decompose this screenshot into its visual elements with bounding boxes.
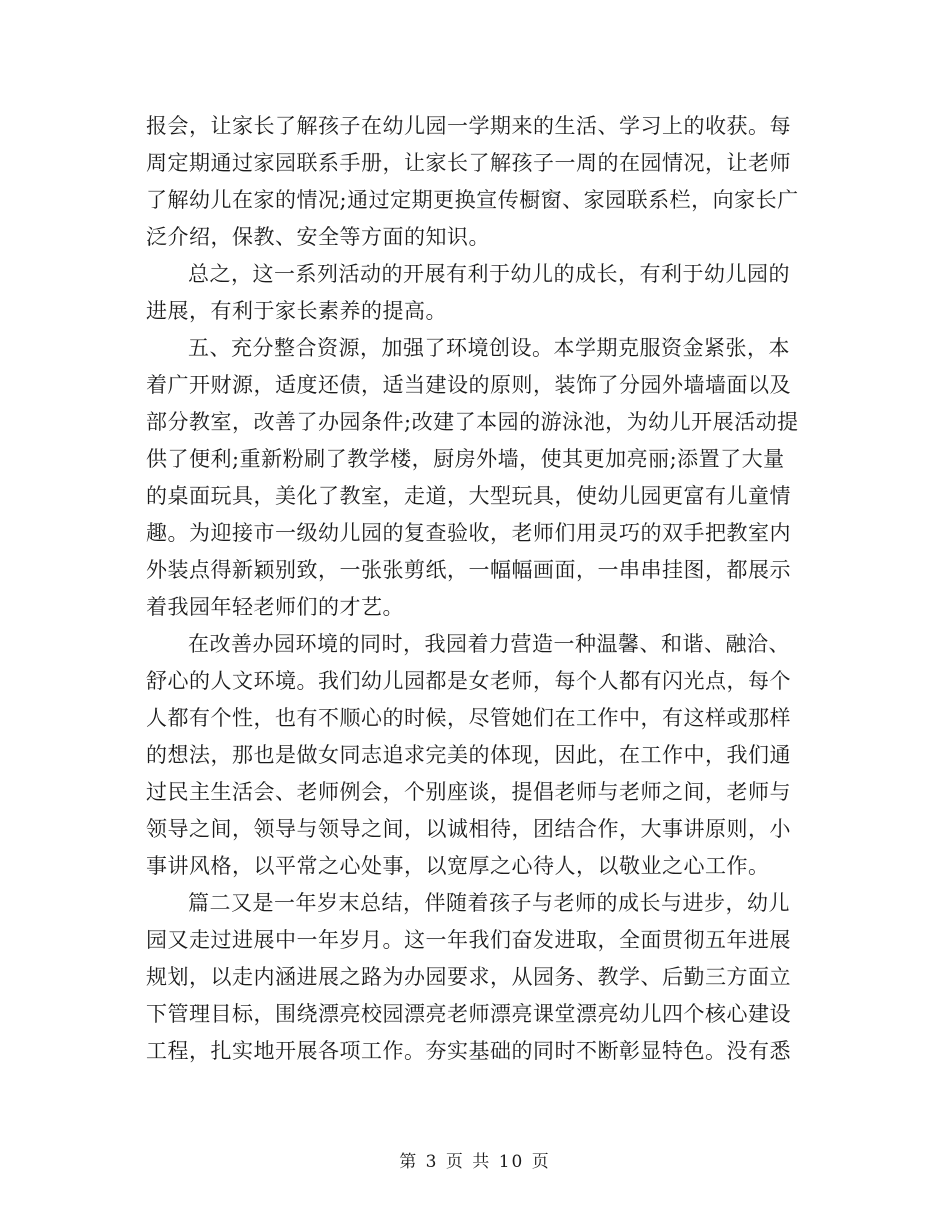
document-body <box>146 108 806 1070</box>
text-line: 的想法，那也是做女同志追求完美的体现，因此，在工作中，我们通 <box>146 743 791 767</box>
page-number-footer: 第 3 页 共 10 页 <box>399 1152 551 1172</box>
text-line: 事讲风格，以平常之心处事，以宽厚之心待人，以敬业之心工作。 <box>146 854 770 878</box>
text-line: 部分教室，改善了办园条件;改建了本园的游泳池，为幼儿开展活动提 <box>146 410 799 434</box>
text-line: 的桌面玩具，美化了教室，走道，大型玩具，使幼儿园更富有儿童情 <box>146 484 791 508</box>
text-line: 进展，有利于家长素养的提高。 <box>146 299 447 323</box>
text-line: 总之，这一系列活动的开展有利于幼儿的成长，有利于幼儿园的 <box>188 262 790 286</box>
text-line: 周定期通过家园联系手册，让家长了解孩子一周的在园情况，让老师 <box>146 151 791 175</box>
text-line: 五、充分整合资源，加强了环境创设。本学期克服资金紧张，本 <box>188 336 790 360</box>
text-line: 规划，以走内涵进展之路为办园要求，从园务、教学、后勤三方面立 <box>146 965 791 989</box>
text-line: 着我园年轻老师们的才艺。 <box>146 595 404 619</box>
paragraph <box>146 108 806 256</box>
text-line: 泛介绍，保教、安全等方面的知识。 <box>146 225 490 249</box>
paragraph <box>146 256 806 330</box>
text-line: 外装点得新颖别致，一张张剪纸，一幅幅画面，一串串挂图，都展示 <box>146 558 791 582</box>
text-line: 供了便利;重新粉刷了教学楼，厨房外墙，使其更加亮丽;添置了大量 <box>146 447 785 471</box>
text-line: 篇二又是一年岁末总结，伴随着孩子与老师的成长与进步，幼儿 <box>188 891 790 915</box>
text-line: 着广开财源，适度还债，适当建设的原则，装饰了分园外墙墙面以及 <box>146 373 791 397</box>
text-line: 了解幼儿在家的情况;通过定期更换宣传橱窗、家园联系栏，向家长广 <box>146 188 799 212</box>
text-line: 工程，扎实地开展各项工作。夯实基础的同时不断彰显特色。没有悉 <box>146 1039 791 1063</box>
text-line: 园又走过进展中一年岁月。这一年我们奋发进取，全面贯彻五年进展 <box>146 928 791 952</box>
paragraph <box>146 626 806 885</box>
text-line: 过民主生活会、老师例会，个别座谈，提倡老师与老师之间，老师与 <box>146 780 791 804</box>
text-line: 趣。为迎接市一级幼儿园的复查验收，老师们用灵巧的双手把教室内 <box>146 521 791 545</box>
text-line: 下管理目标，围绕漂亮校园漂亮老师漂亮课堂漂亮幼儿四个核心建设 <box>146 1002 791 1026</box>
text-line: 在改善办园环境的同时，我园着力营造一种温馨、和谐、融洽、 <box>188 632 790 656</box>
text-line: 报会，让家长了解孩子在幼儿园一学期来的生活、学习上的收获。每 <box>146 114 791 138</box>
paragraph <box>146 330 806 626</box>
paragraph <box>146 885 806 1070</box>
text-line: 人都有个性，也有不顺心的时候，尽管她们在工作中，有这样或那样 <box>146 706 791 730</box>
text-line: 领导之间，领导与领导之间，以诚相待，团结合作，大事讲原则，小 <box>146 817 791 841</box>
text-line: 舒心的人文环境。我们幼儿园都是女老师，每个人都有闪光点，每个 <box>146 669 791 693</box>
